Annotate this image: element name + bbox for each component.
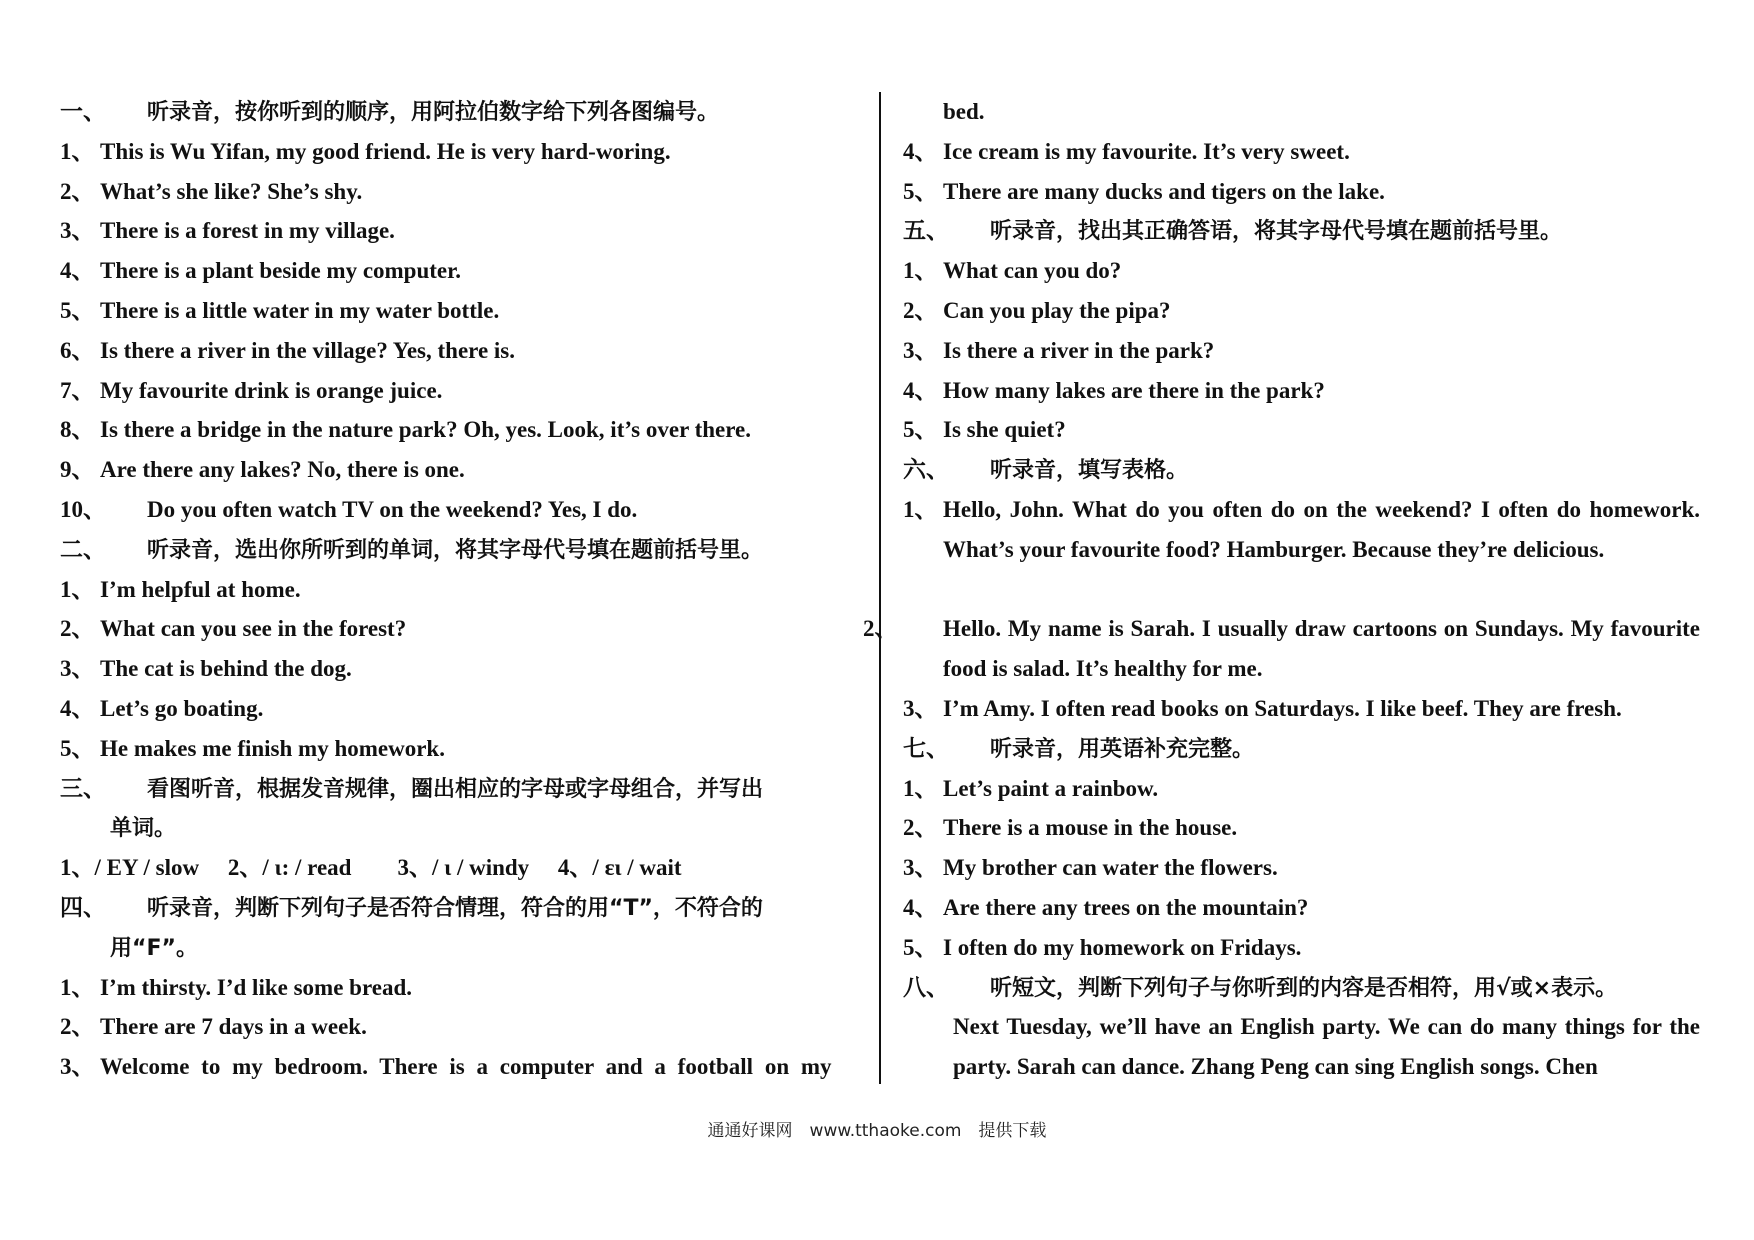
item-text: There is a forest in my village.: [100, 218, 395, 244]
list-item: [903, 769, 1700, 809]
item-number: 2、: [60, 178, 95, 204]
section-title: 听录音，按你听到的顺序，用阿拉伯数字给下列各图编号。: [147, 100, 720, 125]
item-text: What can you see in the forest?: [100, 616, 407, 642]
list-item: [903, 132, 1700, 172]
continued-text: bed.: [943, 99, 985, 124]
item-number: 2、: [60, 616, 95, 642]
item-text: The cat is behind the dog.: [100, 656, 352, 682]
list-item: [903, 848, 1700, 888]
passage-text: Next Tuesday, we’ll have an English party. We can do many things for the party. Sarah can dance. Zhang Peng can sing English songs. Chen: [953, 1014, 1700, 1080]
item-text: There are many ducks and tigers on the lake.: [943, 178, 1385, 204]
item-text: I’m Amy. I often read books on Saturdays. I like beef. They are fresh.: [943, 695, 1622, 721]
item-number: 2、: [903, 297, 938, 323]
item-number: 4、: [60, 695, 95, 721]
section-number: 六、: [903, 457, 949, 484]
item-text: Is there a bridge in the nature park? Oh, yes. Look, it’s over there.: [100, 417, 752, 443]
section-title-continued: [60, 808, 857, 848]
item-number: 1、: [60, 576, 95, 602]
item-number: 1、: [60, 138, 95, 164]
item-number: 3、: [60, 656, 95, 682]
item-number: 1、: [903, 258, 938, 284]
section-number: 五、: [903, 218, 949, 245]
item-text: My favourite drink is orange juice.: [100, 377, 443, 403]
item-number: 1、: [903, 775, 938, 801]
item-number: 2、: [903, 815, 938, 841]
list-item: [60, 251, 857, 291]
item-text: How many lakes are there in the park?: [943, 377, 1325, 403]
section-4-heading: [60, 888, 857, 928]
list-item: [60, 649, 857, 689]
item-number: 2、: [863, 616, 898, 642]
list-item: [60, 1047, 857, 1087]
section-title: 听录音，填写表格。: [990, 458, 1189, 484]
list-item: [903, 490, 1700, 609]
list-item: [903, 331, 1700, 371]
list-item: [903, 251, 1700, 291]
section-title: 听录音，选出你所听到的单词，将其字母代号填在题前括号里。: [147, 537, 764, 563]
item-text: Are there any lakes? No, there is one.: [100, 457, 465, 483]
item-text: Ice cream is my favourite. It’s very sweet.: [943, 138, 1350, 164]
item-number: 5、: [60, 297, 95, 323]
footer-source: 通通好课网 www.tthaoke.com 提供下载: [707, 1121, 1047, 1141]
item-text: There are 7 days in a week.: [100, 1014, 367, 1040]
list-item: [903, 410, 1700, 450]
right-column: [863, 92, 1700, 1087]
list-item: [60, 331, 857, 371]
item-text: Let’s paint a rainbow.: [943, 775, 1159, 801]
item-text: Is there a river in the park?: [943, 337, 1215, 363]
item-number: 4、: [903, 138, 938, 164]
section-number: 四、: [60, 894, 106, 921]
list-item: [903, 371, 1700, 411]
section-title-cont: 单词。: [110, 816, 177, 842]
item-text: Is there a river in the village? Yes, there is.: [100, 337, 515, 363]
item-number: 2、: [60, 1014, 95, 1040]
list-item: [60, 172, 857, 212]
item-number: 3、: [60, 1054, 95, 1080]
item-number: 4、: [60, 258, 95, 284]
section-8-heading: [903, 968, 1700, 1008]
section-6-heading: [903, 450, 1700, 490]
item-text: Welcome to my bedroom. There is a computer and a football on my: [100, 1054, 832, 1080]
item-text: I’m thirsty. I’d like some bread.: [100, 974, 412, 1000]
item-number: 1、: [903, 496, 938, 522]
section-title: 听录音，判断下列句子是否符合情理，符合的用“T”，不符合的: [147, 895, 763, 921]
item-text: There is a little water in my water bottle.: [100, 297, 500, 323]
item-number: 8、: [60, 417, 95, 443]
list-item: [903, 888, 1700, 928]
list-item: [903, 808, 1700, 848]
item-number: 9、: [60, 457, 95, 483]
item-text: I’m helpful at home.: [100, 576, 301, 602]
section-title: 听录音，找出其正确答语，将其字母代号填在题前括号里。: [990, 219, 1563, 245]
section-title: 听录音，用英语补充完整。: [990, 736, 1255, 762]
list-item: [60, 609, 857, 649]
item-text: I often do my homework on Fridays.: [943, 934, 1302, 960]
section-2-heading: [60, 530, 857, 570]
list-item: [60, 689, 857, 729]
left-column: [60, 92, 857, 1087]
section-title-continued: [60, 928, 857, 968]
list-item: [60, 371, 857, 411]
section-number: 一、: [60, 99, 106, 125]
section-title-cont: 用“F”。: [110, 935, 198, 961]
item-number: 1、: [60, 974, 95, 1000]
section-title: 听短文，判断下列句子与你听到的内容是否相符，用√或×表示。: [990, 975, 1618, 1001]
item-number: 3、: [903, 855, 938, 881]
item-text: My brother can water the flowers.: [943, 855, 1278, 881]
list-item: [60, 570, 857, 610]
section-number: 三、: [60, 775, 106, 802]
section-number: 二、: [60, 536, 106, 563]
item-number: 5、: [903, 934, 938, 960]
list-item: [60, 729, 857, 769]
item-text: Can you play the pipa?: [943, 297, 1171, 323]
item-text: Is she quiet?: [943, 417, 1066, 443]
section-5-heading: [903, 211, 1700, 251]
item-number: 6、: [60, 337, 95, 363]
column-divider: [879, 92, 881, 1084]
item-text: This is Wu Yifan, my good friend. He is very hard-woring.: [100, 138, 671, 164]
item-text: Hello, John. What do you often do on the weekend? I often do homework. What’s your favourite food? Hamburger. Because they’re delicious.: [943, 496, 1700, 562]
item-number: 4、: [903, 894, 938, 920]
section-1-heading: [60, 92, 857, 132]
item-text: There is a plant beside my computer.: [100, 258, 461, 284]
section-3-heading: [60, 769, 857, 809]
list-item: [903, 291, 1700, 331]
item-text: There is a mouse in the house.: [943, 815, 1238, 841]
item-text: What’s she like? She’s shy.: [100, 178, 363, 204]
item-number: 3、: [60, 218, 95, 244]
list-item: [60, 132, 857, 172]
item-number: 3、: [903, 337, 938, 363]
item-text: Do you often watch TV on the weekend? Yes, I do.: [147, 496, 638, 522]
section-number: 七、: [903, 735, 949, 762]
list-item: [903, 689, 1700, 729]
list-item: [863, 609, 1700, 689]
item-number: 5、: [903, 178, 938, 204]
list-item: [60, 410, 857, 450]
phonetic-line: 1、/ EY / slow 2、/ ɩ: / read 3、/ ɩ / windy 4、/ ɛɩ / wait: [60, 855, 682, 881]
list-item: [60, 968, 857, 1008]
item-number: 5、: [903, 417, 938, 443]
list-item: [60, 1007, 857, 1047]
item-number: 7、: [60, 377, 95, 403]
list-item: [60, 291, 857, 331]
list-item: [60, 490, 857, 530]
section-7-heading: [903, 729, 1700, 769]
item-text: He makes me finish my homework.: [100, 735, 445, 761]
item-number: 3、: [903, 695, 938, 721]
list-item: [903, 928, 1700, 968]
item-number: 10、: [60, 496, 106, 522]
item-number: 5、: [60, 735, 95, 761]
list-item: [60, 211, 857, 251]
item-text: Let’s go boating.: [100, 695, 264, 721]
item-text: Are there any trees on the mountain?: [943, 894, 1309, 920]
list-item: [60, 450, 857, 490]
item-text: Hello. My name is Sarah. I usually draw cartoons on Sundays. My favourite food is salad. It’s healthy for me.: [943, 616, 1700, 682]
item-text: What can you do?: [943, 258, 1122, 284]
list-item: [903, 172, 1700, 212]
item-number: 4、: [903, 377, 938, 403]
section-title: 看图听音，根据发音规律，圈出相应的字母或字母组合，并写出: [147, 776, 764, 802]
section-number: 八、: [903, 974, 949, 1001]
